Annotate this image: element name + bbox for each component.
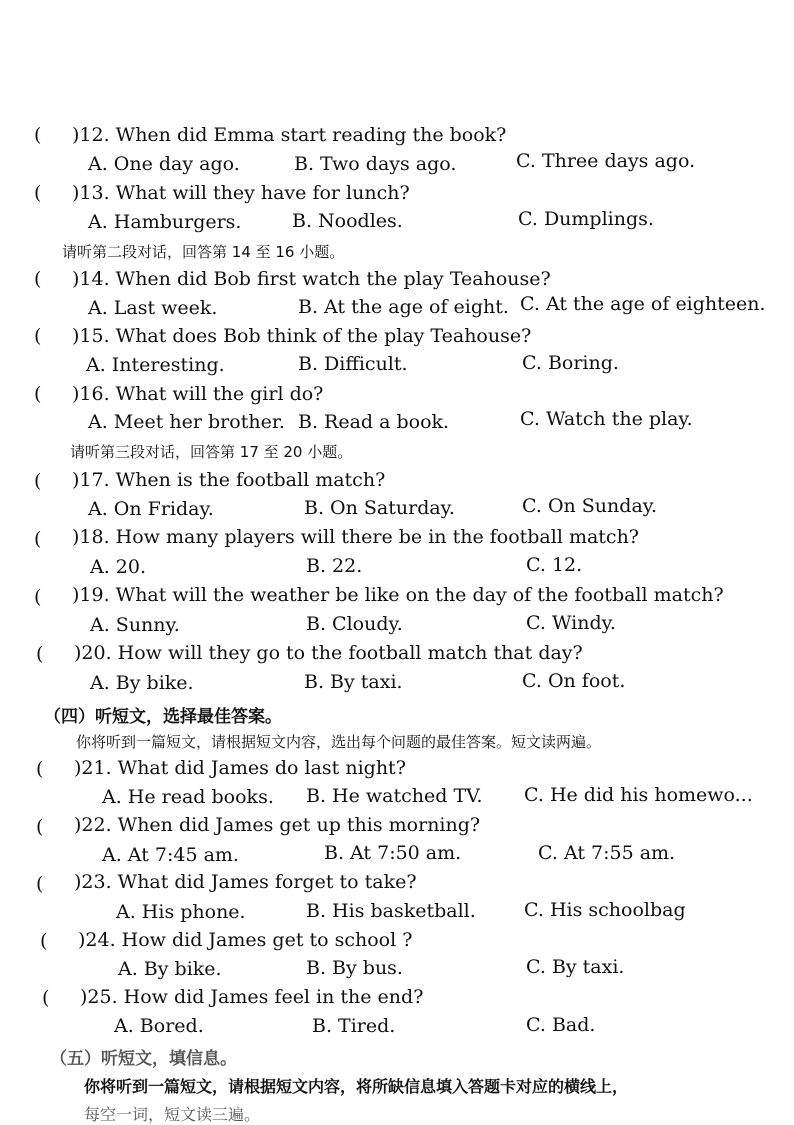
question-stem: )19. What will the weather be like on the day of the football match?: [72, 584, 724, 606]
question-stem: )14. When did Bob first watch the play Teahouse?: [72, 268, 551, 290]
option-c: C. Dumplings.: [518, 208, 654, 230]
option-b: B. Two days ago.: [294, 153, 457, 175]
option-c: C. 12.: [526, 554, 583, 576]
question-stem: )24. How did James get to school ?: [78, 929, 413, 951]
option-b: B. At the age of eight.: [298, 296, 509, 318]
question-stem: )16. What will the girl do?: [72, 383, 324, 405]
option-b: B. On Saturday.: [304, 497, 455, 519]
option-a: A. Meet her brother.: [88, 411, 285, 433]
option-c: C. Boring.: [522, 352, 619, 374]
dialog-instruction: 请听第三段对话，回答第 17 至 20 小题。: [70, 443, 353, 461]
question-stem: )20. How will they go to the football match that day?: [74, 642, 583, 664]
option-b: B. Tired.: [312, 1015, 396, 1037]
question-stem: )22. When did James get up this morning?: [74, 814, 481, 836]
dialog-instruction: 请听第二段对话，回答第 14 至 16 小题。: [62, 243, 345, 261]
section-description-continued: 每空一词，短文读三遍。: [84, 1105, 261, 1124]
answer-paren[interactable]: (: [34, 124, 42, 146]
option-a: A. Hamburgers.: [88, 211, 242, 233]
option-c: C. Three days ago.: [516, 150, 696, 172]
question-stem: )18. How many players will there be in the football match?: [72, 526, 639, 548]
option-b: B. Read a book.: [298, 411, 450, 433]
option-a: A. Bored.: [114, 1015, 204, 1037]
option-a: A. His phone.: [116, 901, 246, 923]
option-a: A. One day ago.: [88, 153, 240, 175]
option-b: B. By taxi.: [304, 671, 403, 693]
option-c: C. On Sunday.: [522, 495, 658, 517]
option-b: B. He watched TV.: [306, 785, 483, 807]
option-a: A. Sunny.: [90, 614, 180, 636]
option-c: C. By taxi.: [526, 956, 625, 978]
question-stem: )25. How did James feel in the end?: [80, 986, 424, 1008]
option-c: C. Bad.: [526, 1014, 596, 1036]
answer-paren[interactable]: (: [42, 987, 50, 1009]
option-c: C. At 7:55 am.: [538, 842, 676, 864]
option-c: C. At the age of eighteen.: [520, 293, 766, 315]
option-a: A. By bike.: [118, 958, 222, 980]
question-stem: )13. What will they have for lunch?: [72, 182, 410, 204]
answer-paren[interactable]: (: [36, 816, 44, 838]
answer-paren[interactable]: (: [34, 470, 42, 492]
answer-paren[interactable]: (: [34, 268, 42, 290]
answer-paren[interactable]: (: [34, 325, 42, 347]
answer-paren[interactable]: (: [34, 182, 42, 204]
answer-paren[interactable]: (: [40, 930, 48, 952]
option-c: C. On foot.: [522, 670, 626, 692]
option-b: B. At 7:50 am.: [324, 842, 462, 864]
option-c: C. Windy.: [526, 612, 616, 634]
option-b: B. His basketball.: [306, 900, 476, 922]
option-b: B. By bus.: [306, 957, 403, 979]
option-a: A. Interesting.: [86, 354, 225, 376]
question-stem: )12. When did Emma start reading the book?: [72, 124, 507, 146]
option-a: A. On Friday.: [88, 498, 214, 520]
question-stem: )21. What did James do last night?: [74, 757, 406, 779]
option-b: B. 22.: [306, 555, 363, 577]
option-a: A. Last week.: [88, 297, 218, 319]
option-a: A. 20.: [90, 556, 147, 578]
option-a: A. At 7:45 am.: [102, 844, 239, 866]
option-a: A. By bike.: [90, 672, 194, 694]
answer-paren[interactable]: (: [36, 643, 44, 665]
section-title: （四）听短文，选择最佳答案。: [44, 707, 282, 727]
answer-paren[interactable]: (: [34, 528, 42, 550]
section-description: 你将听到一篇短文，请根据短文内容，将所缺信息填入答题卡对应的横线上，: [84, 1077, 629, 1096]
answer-paren[interactable]: (: [36, 873, 44, 895]
question-stem: )17. When is the football match?: [72, 469, 386, 491]
answer-paren[interactable]: (: [34, 586, 42, 608]
answer-paren[interactable]: (: [34, 383, 42, 405]
question-stem: )15. What does Bob think of the play Teahouse?: [72, 325, 532, 347]
option-b: B. Cloudy.: [306, 613, 403, 635]
option-b: B. Difficult.: [298, 353, 408, 375]
question-stem: )23. What did James forget to take?: [74, 871, 417, 893]
option-c: C. His schoolbag: [524, 899, 686, 921]
option-a: A. He read books.: [102, 786, 274, 808]
option-c: C. He did his homewo...: [524, 784, 753, 806]
section-title: （五）听短文，填信息。: [50, 1049, 237, 1069]
section-description: 你将听到一篇短文，请根据短文内容，选出每个问题的最佳答案。短文读两遍。: [76, 733, 602, 751]
option-b: B. Noodles.: [292, 210, 403, 232]
option-c: C. Watch the play.: [520, 408, 693, 430]
answer-paren[interactable]: (: [36, 758, 44, 780]
